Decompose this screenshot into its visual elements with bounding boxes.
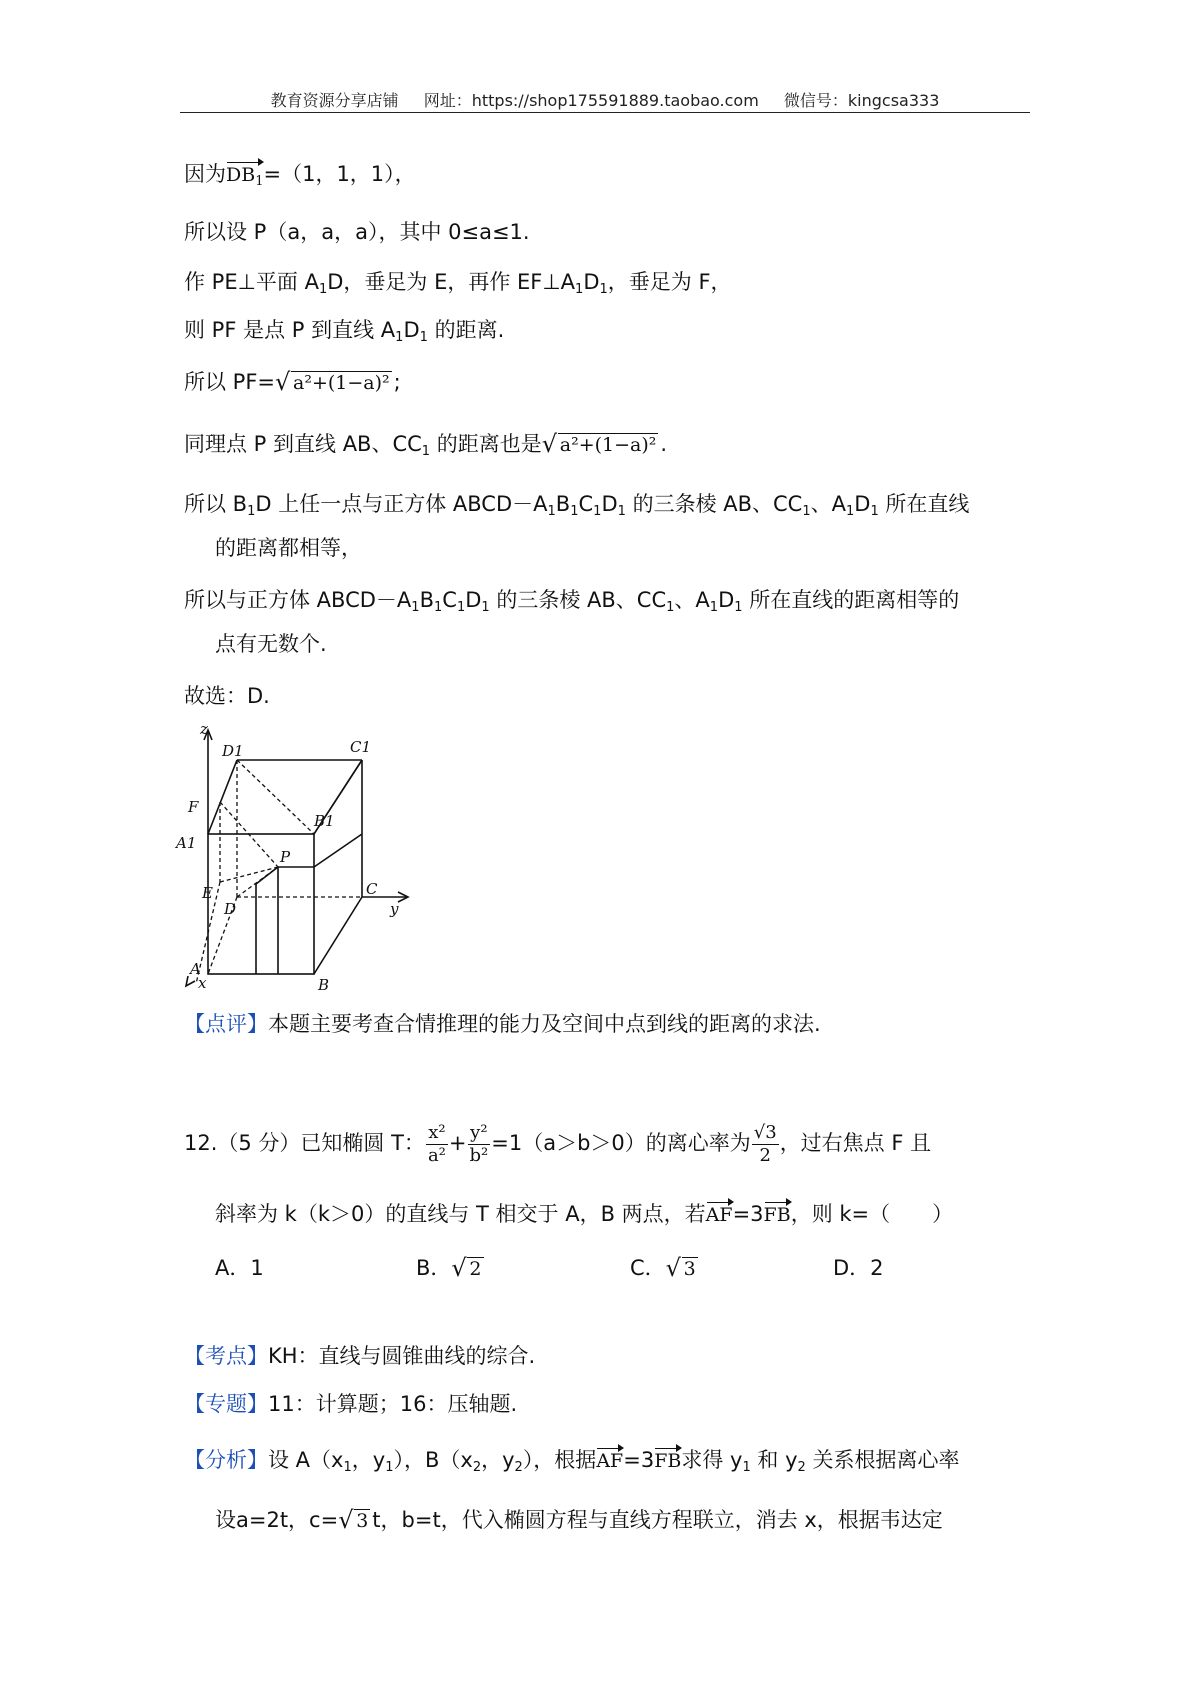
label-f: F xyxy=(188,798,199,816)
vector-af: AF xyxy=(596,1446,623,1473)
label-d: D xyxy=(224,900,237,918)
header-wechat: 微信号：kingcsa333 xyxy=(783,91,940,110)
label-c1: C1 xyxy=(350,738,372,756)
fraction-y2-b2: $\frac{\text{y²}}{\text{b²}}$ xyxy=(469,1122,489,1166)
option-b: B．√ 2 xyxy=(416,1252,486,1282)
label-c: C xyxy=(366,880,378,898)
label-b1: B1 xyxy=(314,812,335,830)
header-url[interactable]: 网址：https://shop175591889.taobao.com xyxy=(423,91,759,110)
label-x: x xyxy=(198,974,207,992)
radical-expression: √ a²+(1−a)² xyxy=(544,434,659,457)
label-b: B xyxy=(318,976,330,994)
kaodian-line: 【考点】KH：直线与圆锥曲线的综合. xyxy=(184,1344,536,1368)
solution-line-10: 点有无数个. xyxy=(215,632,327,656)
radical-2: √ 2 xyxy=(453,1258,483,1280)
solution-line-1: 因为$DB_1=(1$，1，1）， xyxy=(184,162,416,189)
label-a1: A1 xyxy=(176,834,197,852)
zhuanti-line: 【专题】11：计算题；16：压轴题. xyxy=(184,1392,518,1416)
radical-expression: √ a²+(1−a)² xyxy=(277,372,392,395)
zhuanti-tag: 【专题】 xyxy=(184,1392,268,1416)
fraction-x2-a2: $\frac{\text{x²}}{\text{a²}}$ xyxy=(427,1122,446,1166)
vector-db1: $DB_1$ xyxy=(226,160,263,190)
comment-line: 【点评】本题主要考查合情推理的能力及空间中点到线的距离的求法. xyxy=(184,1012,821,1036)
label-y: y xyxy=(390,900,399,918)
label-e: E xyxy=(202,884,213,902)
solution-answer: 故选：D. xyxy=(184,684,270,708)
solution-line-9: 所以与正方体 $ABCD-A_1B_1C_1D_1$ 的三条棱 AB、$CC_1$、$A_1D_1$ 所在直线的距离相等的 xyxy=(184,588,960,615)
header-shop: 教育资源分享店铺 xyxy=(270,91,399,110)
option-c: C．√ 3 xyxy=(630,1252,700,1282)
solution-line-2: 所以设 P（a，a，a），其中 0≤a≤1. xyxy=(184,220,530,244)
solution-line-4: 则 PF 是点 P 到直线 $A_1D_1$ 的距离. xyxy=(184,318,505,345)
label-p: P xyxy=(280,848,291,866)
radical-3: √ 3 xyxy=(340,1510,370,1533)
vector-fb: FB xyxy=(654,1446,681,1473)
fenxi-tag: 【分析】 xyxy=(184,1448,268,1472)
label-d1: D1 xyxy=(222,742,244,760)
label-a: A xyxy=(190,960,201,978)
radical-3: √ 3 xyxy=(668,1258,698,1280)
q12-line-1: 12.（5 分）已知椭圆 T： $\frac{\text{x²}}{\text{a²}}$ + $\frac{\text{y²}}{\text{b²}}$ =1（a＞b＞0）的离心率为 $\frac{√3}{2}$ ，过右焦点 F 且 xyxy=(184,1122,932,1166)
fenxi-line-2: 设a=2t，c=√ 3 t，b=t，代入椭圆方程与直线方程联立，消去 x，根据韦达定 xyxy=(215,1508,943,1533)
vector-af: AF xyxy=(706,1200,733,1227)
header-divider xyxy=(180,112,1030,113)
fenxi-line-1: 【分析】设 $A(x_1$，$y_1$），$B(x_2$，$y_2$），根据AF=3FB求得 $y_1$ 和 $y_2$ 关系根据离心率 xyxy=(184,1448,960,1475)
kaodian-tag: 【考点】 xyxy=(184,1344,268,1368)
solution-line-3: 作 PE⊥平面 $A_1D$，垂足为 E，再作 $EF\perp A_1D_1$，垂足为 F， xyxy=(184,270,732,297)
option-a: A．1 xyxy=(215,1256,264,1280)
q12-line-2: 斜率为 k（k＞0）的直线与 T 相交于 A，B 两点，若AF=3FB，则 k=（ ） xyxy=(215,1202,954,1226)
cube-figure xyxy=(176,720,430,994)
option-d: D．2 xyxy=(833,1256,884,1280)
fraction-sqrt3-2: $\frac{√3}{2}$ xyxy=(753,1122,777,1166)
solution-line-6: 同理点 P 到直线 AB、$CC_1$ 的距离也是√ a²+(1−a)² . xyxy=(184,432,667,460)
solution-line-7: 所以 $B_1D$ 上任一点与正方体 $ABCD-A_1B_1C_1D_1$ 的三条棱 AB、$CC_1$、$A_1D_1$ 所在直线 xyxy=(184,492,970,519)
page-header xyxy=(180,88,1030,111)
comment-tag: 【点评】 xyxy=(184,1012,268,1036)
vector-fb: FB xyxy=(764,1200,791,1227)
solution-line-5: 所以 PF=√ a²+(1−a)² ; xyxy=(184,370,401,395)
label-z: z xyxy=(200,720,208,738)
solution-line-8: 的距离都相等， xyxy=(215,536,362,560)
